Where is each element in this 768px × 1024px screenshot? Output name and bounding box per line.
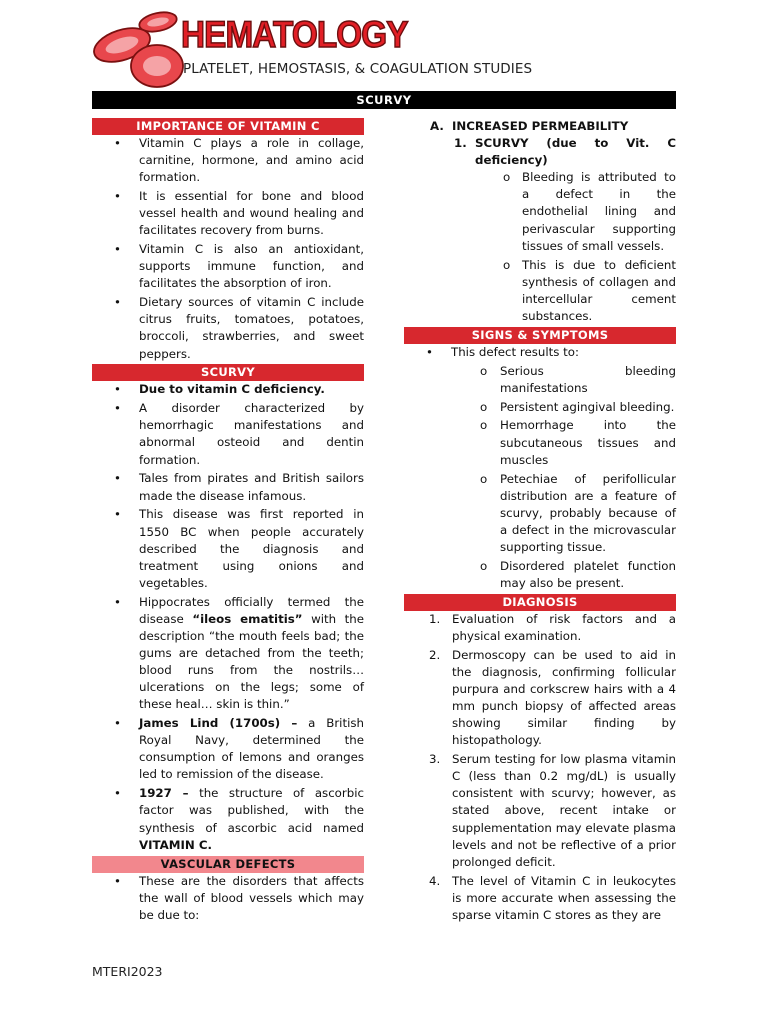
sub-item-title: SCURVY (due to Vit. C deficiency) <box>475 136 676 168</box>
list-item: o Petechiae of perifollicular distribution are a feature of scurvy, probably because of a defect in the microvascular supporting tissue. <box>404 471 676 556</box>
header <box>0 0 768 107</box>
subsection-title: INCREASED PERMEABILITY <box>452 119 629 133</box>
scurvy-list <box>92 381 364 853</box>
importance-list <box>92 135 364 363</box>
list-item: o Hemorrhage into the subcutaneous tissues and muscles <box>404 417 676 468</box>
page-subtitle: PLATELET, HEMOSTASIS, & COAGULATION STUDIES <box>183 61 533 77</box>
item-number: 2. <box>429 647 441 662</box>
list-item: • Vitamin C plays a role in collage, carnitine, hormone, and amino acid formation. <box>92 135 364 186</box>
list-item: • It is essential for bone and blood vessel health and wound healing and facilitates recovery from burns. <box>92 188 364 239</box>
list-item: o Serious bleeding manifestations <box>404 363 676 397</box>
bold-text: 1927 – <box>139 786 189 801</box>
section-heading-scurvy: SCURVY <box>92 364 364 381</box>
section-heading-importance: IMPORTANCE OF VITAMIN C <box>92 118 364 135</box>
list-item <box>92 594 364 714</box>
red-blood-cells-logo <box>88 10 188 90</box>
signs-intro-list <box>404 344 676 361</box>
signs-list <box>404 363 676 592</box>
list-item: • These are the disorders that affects the wall of blood vessels which may be due to: <box>92 873 364 924</box>
list-item <box>404 873 676 924</box>
footer-label: MTERI2023 <box>92 964 163 979</box>
bold-text: Due to vitamin C deficiency. <box>139 382 325 397</box>
left-column <box>92 118 364 926</box>
item-text: Dermoscopy can be used to aid in the diagnosis, confirming follicular purpura and corkscrew hairs with a 4 mm punch biopsy of affected areas showing similar finding by histopathology. <box>452 647 676 748</box>
list-item: • A disorder characterized by hemorrhagic manifestations and abnormal osteoid and dentin formation. <box>92 400 364 468</box>
vascular-list <box>92 873 364 924</box>
subsection-increased-permeability <box>404 118 676 135</box>
bold-text: “ileos ematitis” <box>192 611 303 626</box>
list-item: o Persistent agingival bleeding. <box>404 399 676 416</box>
list-item <box>92 715 364 783</box>
list-item <box>404 751 676 871</box>
page-title: HEMATOLOGY <box>181 14 408 55</box>
sub-item-scurvy <box>404 135 676 169</box>
diagnosis-list <box>404 611 676 924</box>
list-item: • This disease was first reported in 1550 BC when people accurately described the diagnosis and treatment using onions and vegetables. <box>92 506 364 591</box>
list-item: • Vitamin C is also an antioxidant, supports immune function, and facilitates the absorption of iron. <box>92 241 364 292</box>
bold-text: VITAMIN C. <box>139 837 213 852</box>
list-item <box>404 611 676 645</box>
right-column <box>404 118 676 926</box>
list-item <box>404 647 676 750</box>
item-text: Serum testing for low plasma vitamin C (less than 0.2 mg/dL) is usually consistent with scurvy; however, as stated above, recent intake or supplementation may elevate plasma levels and not be reflective of a prior prolonged deficit. <box>452 752 676 869</box>
list-item: o This is due to deficient synthesis of collagen and intercellular cement substances. <box>404 257 676 325</box>
list-item: • Dietary sources of vitamin C include citrus fruits, tomatoes, potatoes, broccoli, strawberries, and sweet peppers. <box>92 294 364 362</box>
item-text: The level of Vitamin C in leukocytes is more accurate when assessing the sparse vitamin C stores as they are <box>452 873 676 922</box>
list-item <box>92 785 364 853</box>
section-heading-signs: SIGNS & SYMPTOMS <box>404 327 676 344</box>
list-item: o Disordered platelet function may also be present. <box>404 558 676 592</box>
item-text: Evaluation of risk factors and a physical examination. <box>452 611 676 643</box>
sub-item-label: 1. <box>454 136 467 151</box>
text-span: a British Royal Navy, determined the consumption of lemons and oranges led to remission of the disease. <box>139 716 364 782</box>
section-heading-diagnosis: DIAGNOSIS <box>404 594 676 611</box>
section-heading-vascular: VASCULAR DEFECTS <box>92 856 364 873</box>
bold-text: James Lind (1700s) – <box>139 716 298 731</box>
list-item: • This defect results to: <box>404 344 676 361</box>
item-number: 1. <box>429 611 441 626</box>
text-span: with the description “the mouth feels bad; the gums are detached from the teeth; blood runs from the nostrils… ulcerations on the legs; some of these heal… skin is thin.” <box>139 611 364 712</box>
item-number: 4. <box>429 873 441 888</box>
text-span: the structure of ascorbic factor was published, with the synthesis of ascorbic acid named <box>139 786 365 835</box>
topic-bar: SCURVY <box>92 91 676 109</box>
permeability-list <box>404 169 676 325</box>
subsection-label: A. <box>430 119 444 133</box>
list-item: o Bleeding is attributed to a defect in the endothelial lining and perivascular supporting tissues of small vessels. <box>404 169 676 254</box>
text-span: Hippocrates officially termed the disease <box>139 594 364 626</box>
list-item <box>92 381 364 398</box>
list-item: • Tales from pirates and British sailors made the disease infamous. <box>92 470 364 504</box>
item-number: 3. <box>429 752 441 767</box>
